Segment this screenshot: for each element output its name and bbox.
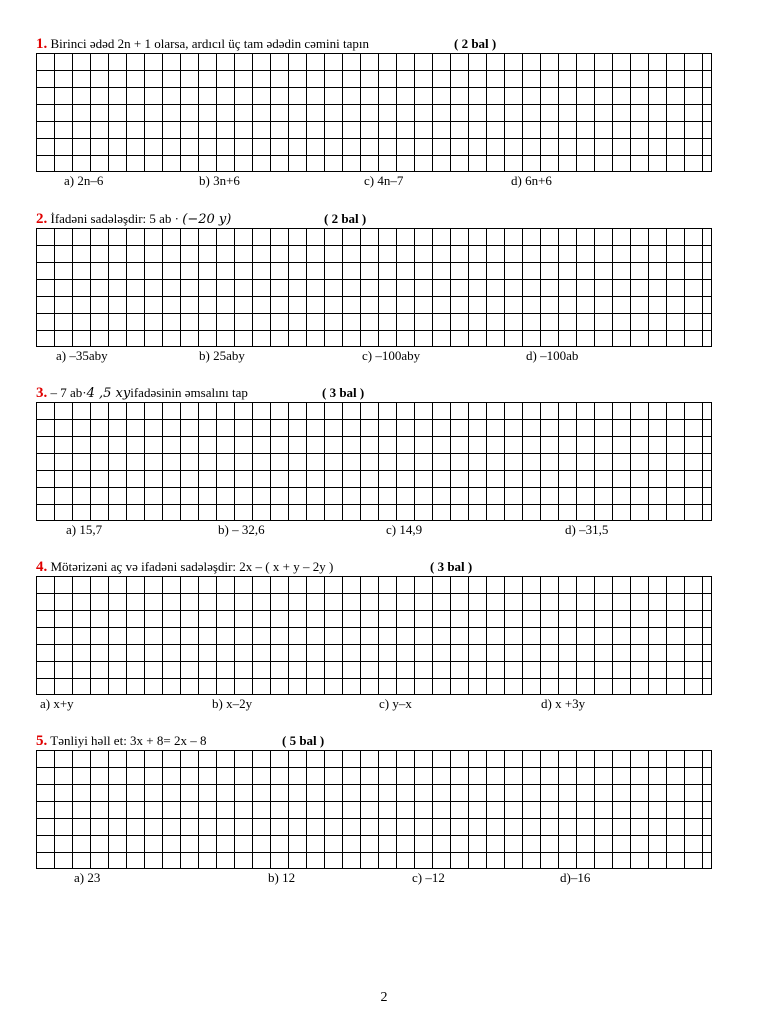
- question-4-text: [36, 558, 333, 576]
- answer-options: [36, 347, 736, 365]
- option-c: c) –100aby: [362, 348, 421, 363]
- points-label: ( 2 bal ): [324, 211, 367, 226]
- math-expression: (−20 y): [182, 212, 232, 227]
- question-number: 4.: [36, 559, 48, 575]
- question-5-text: [36, 732, 206, 750]
- option-c: c) 4n–7: [364, 173, 404, 188]
- option-b: b) x–2y: [212, 696, 253, 711]
- answer-grid: [36, 402, 712, 521]
- option-a: a) 2n–6: [64, 173, 104, 188]
- points-label: ( 5 bal ): [282, 733, 325, 748]
- answer-options: [36, 172, 736, 190]
- answer-options: [36, 521, 736, 539]
- question-prompt-tail: ifadəsinin əmsalını tap: [130, 385, 248, 400]
- option-d: d)–16: [560, 870, 591, 885]
- question-number: 2.: [36, 211, 48, 227]
- question-prompt: Mötərizəni aç və ifadəni sadələşdir: 2x – ( x + y – 2y ): [50, 559, 334, 574]
- option-b: b) – 32,6: [218, 522, 265, 537]
- answer-options: [36, 695, 736, 713]
- option-a: a) –35aby: [56, 348, 108, 363]
- question-prompt: – 7 ab·: [50, 385, 87, 400]
- answer-grid: [36, 228, 712, 347]
- question-1-text: [36, 35, 369, 53]
- option-d: d) x +3y: [541, 696, 586, 711]
- points-label: ( 3 bal ): [322, 385, 365, 400]
- points-label: ( 3 bal ): [430, 559, 473, 574]
- option-d: d) –100ab: [526, 348, 579, 363]
- option-a: a) x+y: [40, 696, 74, 711]
- question-3-text: [36, 384, 248, 402]
- option-d: d) –31,5: [565, 522, 609, 537]
- question-prompt: İfadəni sadələşdir: 5 ab ·: [50, 211, 180, 226]
- answer-options: [36, 869, 736, 887]
- page-number: 2: [380, 990, 388, 1005]
- answer-grid: [36, 750, 712, 869]
- option-d: d) 6n+6: [511, 173, 552, 188]
- answer-grid: [36, 53, 712, 172]
- option-a: a) 23: [74, 870, 101, 885]
- question-number: 1.: [36, 36, 48, 52]
- option-b: b) 12: [268, 870, 296, 885]
- option-c: c) –12: [412, 870, 445, 885]
- question-number: 3.: [36, 385, 48, 401]
- option-b: b) 3n+6: [199, 173, 240, 188]
- answer-grid: [36, 576, 712, 695]
- math-expression: 4 ,5 xy: [86, 386, 131, 401]
- question-prompt: Tənliyi həll et: 3x + 8= 2x – 8: [50, 733, 207, 748]
- question-number: 5.: [36, 733, 48, 749]
- option-a: a) 15,7: [66, 522, 103, 537]
- question-2-text: [36, 210, 231, 228]
- option-c: c) 14,9: [386, 522, 423, 537]
- question-prompt: Birinci ədəd 2n + 1 olarsa, ardıcıl üç tam ədədin cəmini tapın: [50, 36, 370, 51]
- points-label: ( 2 bal ): [454, 36, 497, 51]
- option-c: c) y–x: [379, 696, 412, 711]
- option-b: b) 25aby: [199, 348, 245, 363]
